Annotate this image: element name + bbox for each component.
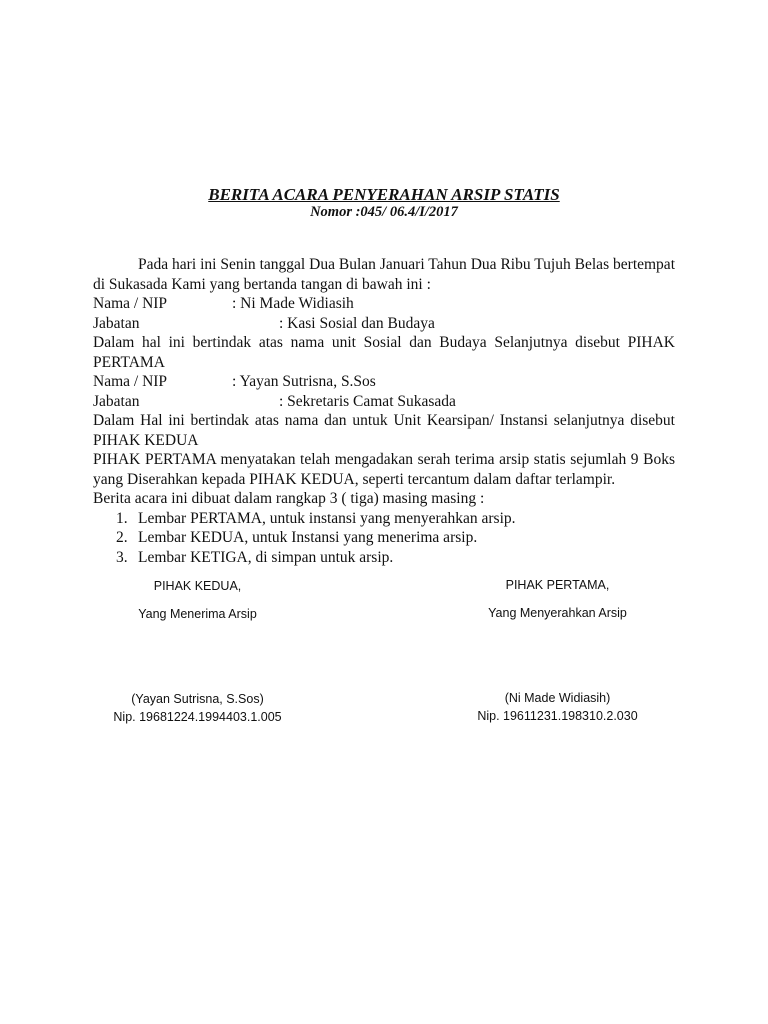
list-item-number: 1. [116, 509, 128, 527]
pihak1-statement: Dalam hal ini bertindak atas nama unit Sosial dan Budaya Selanjutnya disebut PIHAK PERTAMA [93, 334, 675, 371]
list-item-number: 3. [116, 548, 128, 566]
document-number: Nomor :045/ 06.4/I/2017 [310, 204, 458, 220]
pihak1-jabatan-value: : Kasi Sosial dan Budaya [279, 314, 435, 332]
left-signatory-nip: Nip. 19681224.1994403.1.005 [113, 710, 282, 724]
pihak1-jabatan-row [93, 314, 675, 334]
list-item-text: Lembar PERTAMA, untuk instansi yang menyerahkan arsip. [138, 509, 516, 527]
list-item [93, 509, 675, 529]
pihak1-nama-label: Nama / NIP [93, 295, 168, 312]
pihak2-nama-label: Nama / NIP [93, 373, 168, 390]
pihak2-jabatan-label: Jabatan [93, 392, 140, 410]
pihak2-nama-value: : Yayan Sutrisna, S.Sos [232, 373, 376, 390]
list-item-text: Lembar KEDUA, untuk Instansi yang menerima arsip. [138, 529, 478, 546]
right-role-label: Yang Menyerahkan Arsip [488, 606, 627, 620]
left-party-label: PIHAK KEDUA, [153, 579, 242, 593]
pihak1-nama-row [93, 294, 675, 314]
copies-list [93, 509, 675, 568]
pihak2-jabatan-row [93, 392, 675, 412]
pihak2-nama-row [93, 372, 675, 392]
document-body [93, 255, 675, 567]
document-title: BERITA ACARA PENYERAHAN ARSIP STATIS [208, 185, 560, 204]
handover-paragraph: PIHAK PERTAMA menyatakan telah mengadakan serah terima arsip statis sejumlah 9 Boks yang Diserahkan kepada PIHAK KEDUA, seperti tercantum dalam daftar terlampir. [93, 451, 675, 488]
left-signatory-name: (Yayan Sutrisna, S.Sos) [131, 692, 264, 706]
pihak1-jabatan-label: Jabatan [93, 314, 140, 332]
right-signatory-nip: Nip. 19611231.198310.2.030 [477, 709, 638, 723]
list-item-text: Lembar KETIGA, di simpan untuk arsip. [138, 548, 394, 566]
pihak2-jabatan-value: : Sekretaris Camat Sukasada [279, 392, 456, 410]
right-signatory-name: (Ni Made Widiasih) [504, 691, 611, 705]
list-item [93, 528, 675, 548]
copies-intro: Berita acara ini dibuat dalam rangkap 3 ( tiga) masing masing : [93, 490, 485, 507]
left-role-label: Yang Menerima Arsip [138, 607, 257, 621]
pihak1-nama-value: : Ni Made Widiasih [232, 295, 354, 312]
intro-paragraph: Pada hari ini Senin tanggal Dua Bulan Januari Tahun Dua Ribu Tujuh Belas bertempat di Sukasada Kami yang bertanda tangan di bawah ini : [93, 256, 675, 293]
right-party-label: PIHAK PERTAMA, [505, 578, 610, 592]
list-item [93, 548, 675, 568]
list-item-number: 2. [116, 529, 128, 546]
pihak2-statement: Dalam Hal ini bertindak atas nama dan untuk Unit Kearsipan/ Instansi selanjutnya disebut PIHAK KEDUA [93, 412, 675, 449]
